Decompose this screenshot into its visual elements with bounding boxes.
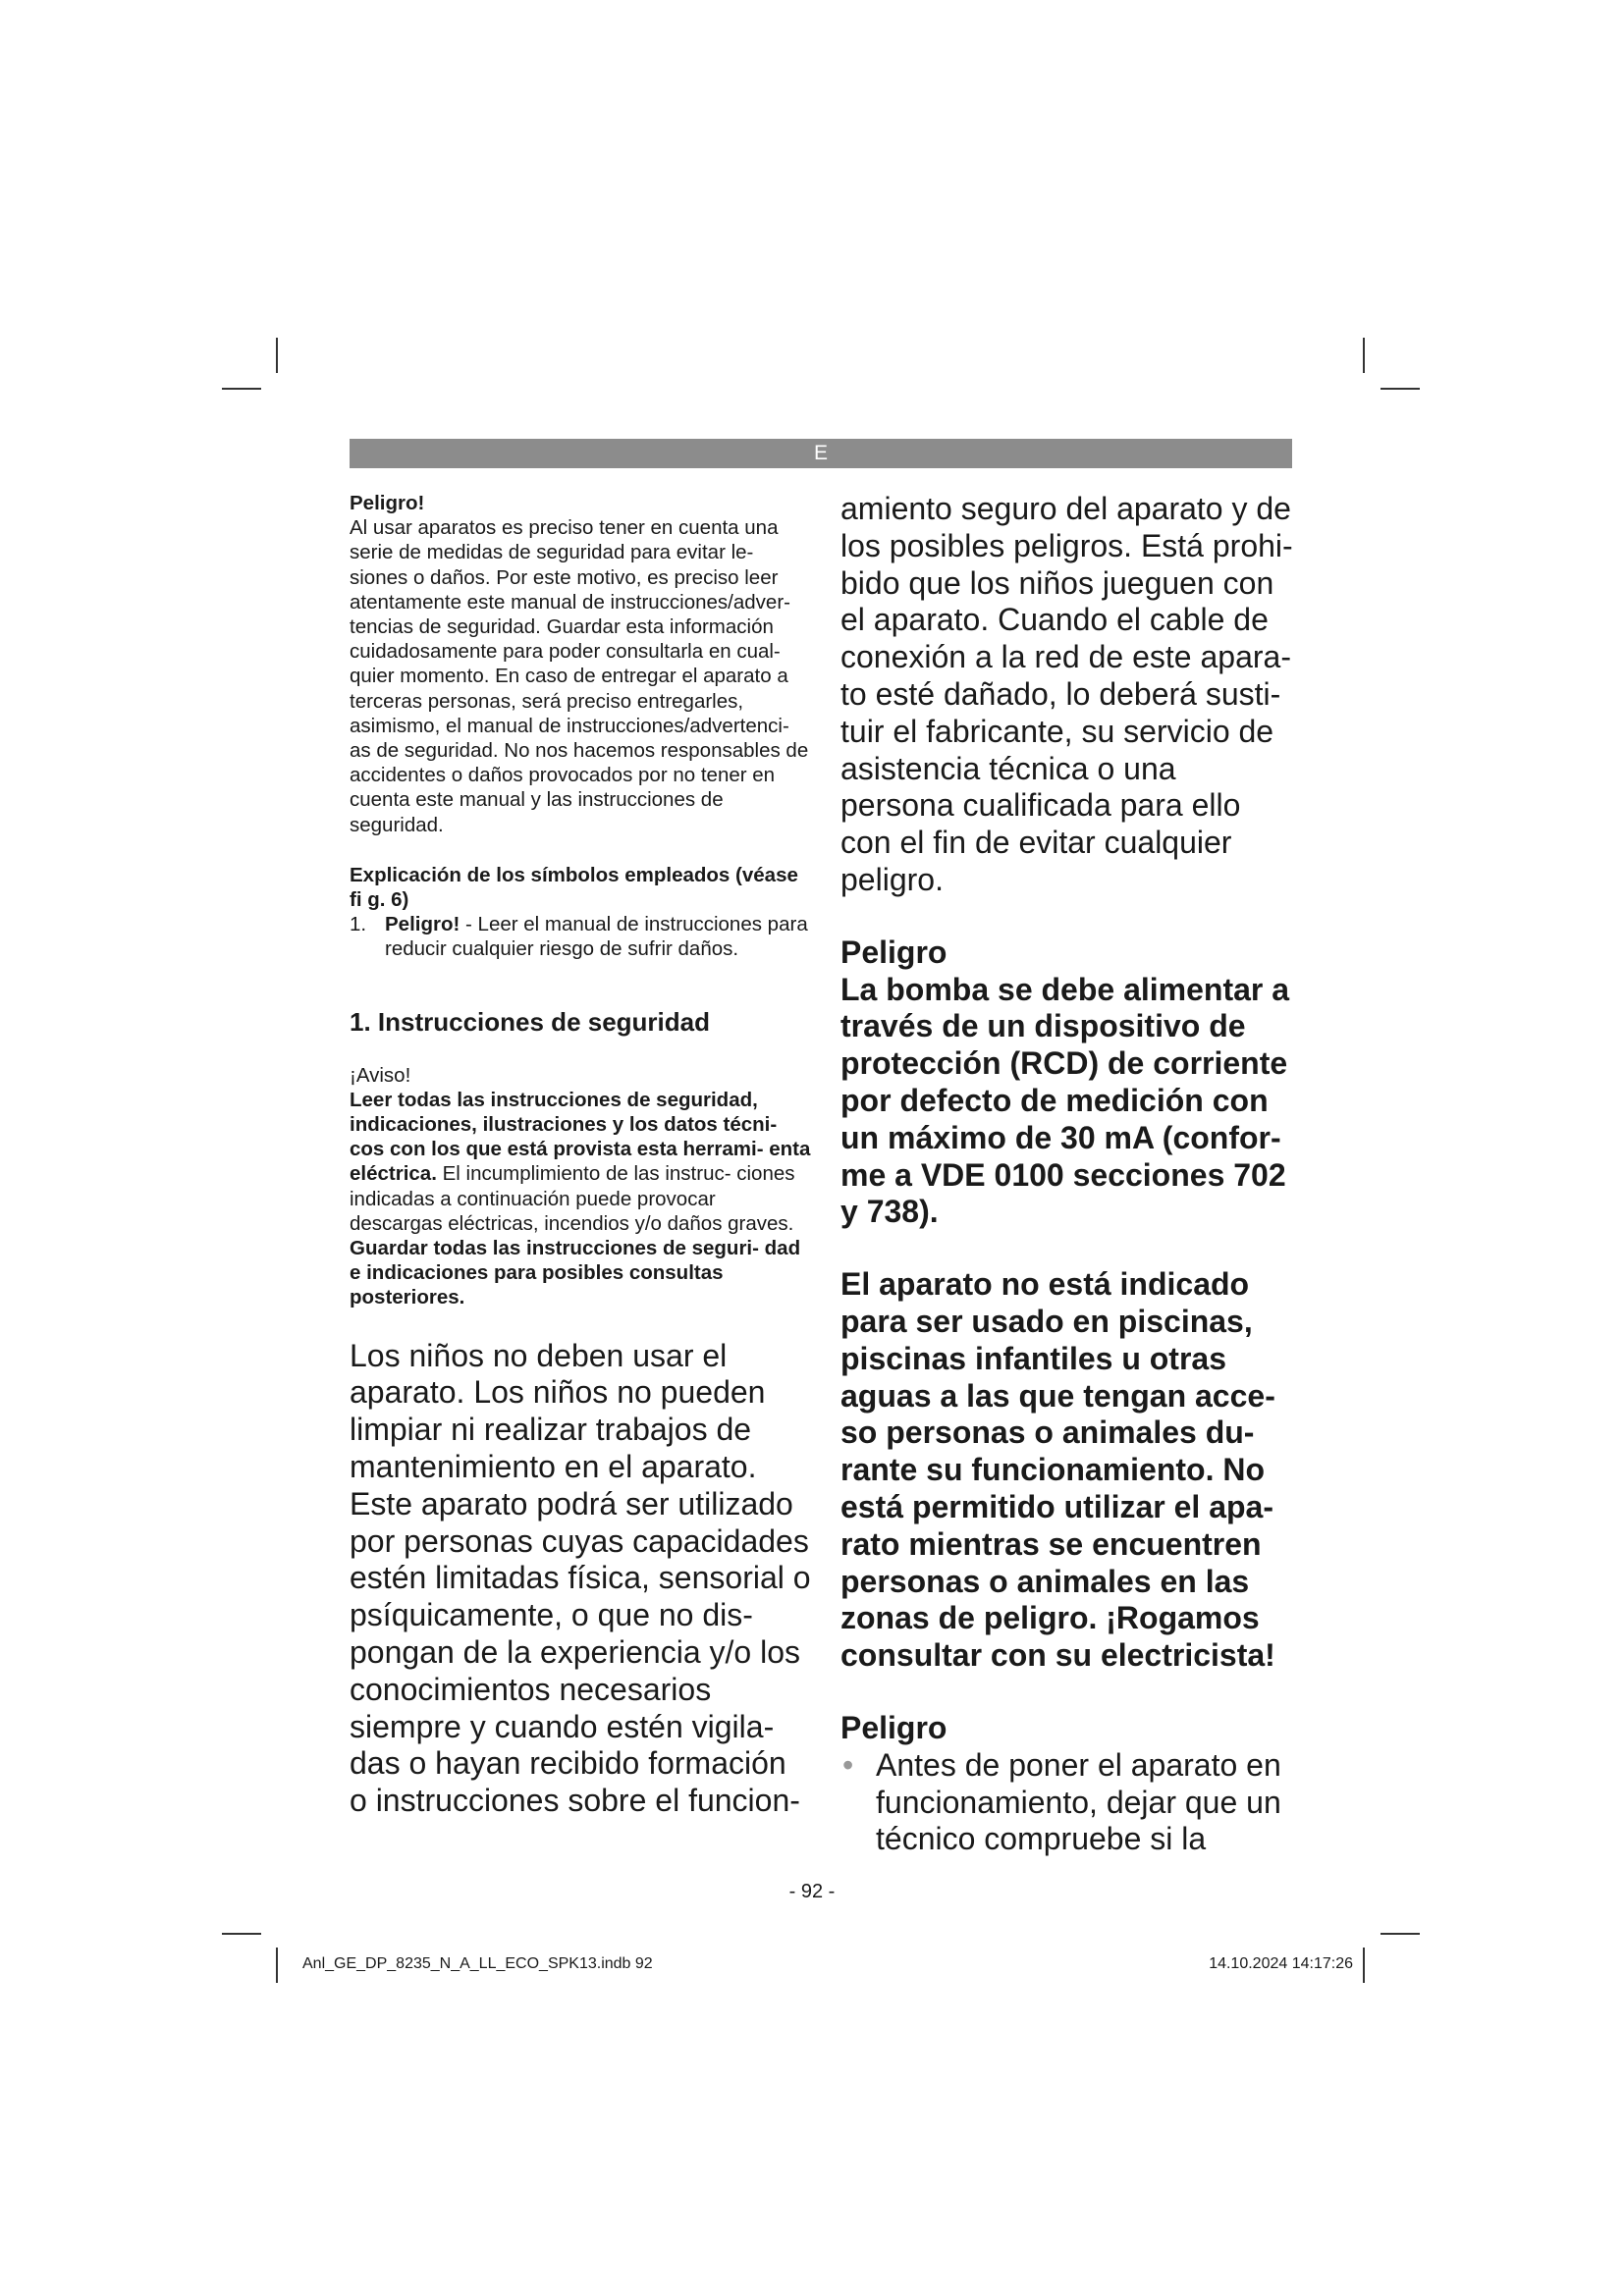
aviso-regular: El incumplimiento de las instruc- ciones indicadas a continuación puede provocar descargas eléctricas, incendios y/o daños graves. xyxy=(350,1162,795,1235)
language-code: E xyxy=(813,442,828,464)
children-text: Los niños no deben usar el aparato. Los niños no pueden limpiar ni realizar trabajos de mantenimiento en el aparato. Este aparato podrá ser utilizado por personas cuyas capacidades estén limitadas física, sensorial o psíquicamente, o que no dis- pongan de la experiencia y/o los conocimientos necesarios siempre y cuando estén vigila- das o hayan recibido formación o instrucciones sobre el funcion- xyxy=(350,1337,811,1819)
crop-mark xyxy=(1363,338,1365,373)
crop-mark xyxy=(222,1933,261,1935)
crop-mark xyxy=(1363,1948,1365,1983)
symbols-list-item xyxy=(350,912,811,961)
aviso-bold-1: Leer todas las instrucciones de seguridad, indicaciones, ilustraciones y los datos técni- cos con los que está provista esta herrami- enta eléctrica. xyxy=(350,1088,811,1186)
peligro-2-bullet-text: Antes de poner el aparato en funcionamiento, dejar que un técnico compruebe si la xyxy=(876,1746,1281,1857)
list-number: 1. xyxy=(350,913,367,936)
bullet-icon: • xyxy=(842,1746,854,1783)
aviso-bold-2: Guardar todas las instrucciones de seguri- dad e indicaciones para posibles consultas posteriores. xyxy=(350,1237,801,1309)
peligro-1-title: Peligro xyxy=(840,934,947,970)
left-column xyxy=(350,491,811,1820)
peligro-title: Peligro! xyxy=(350,492,425,514)
page-number: - 92 - xyxy=(788,1881,836,1902)
footer-timestamp: 14.10.2024 14:17:26 xyxy=(1209,1955,1353,1972)
symbols-item-bold: Peligro! xyxy=(385,913,460,936)
list-item xyxy=(840,1747,1294,1858)
section-title: 1. Instrucciones de seguridad xyxy=(350,1006,710,1037)
crop-mark xyxy=(1380,1933,1420,1935)
crop-mark xyxy=(276,338,278,373)
pool-warning: El aparato no está indicado para ser usado en piscinas, piscinas infantiles u otras aguas a las que tengan acce- so personas o animales du- rante su funcionamiento. No está permitido utilizar el apa- rato mientras se encuentren personas o animales en las zonas de peligro. ¡Rogamos consultar con su electricista! xyxy=(840,1266,1275,1674)
peligro-body: Al usar aparatos es preciso tener en cuenta una serie de medidas de seguridad para evitar le- siones o daños. Por este motivo, es preciso leer atentamente este manual de instrucciones/adver- tencias de seguridad. Guardar esta información cuidadosamente para poder consultarla en cual- quier momento. En caso de entregar el aparato a terceras personas, será preciso entregarles, asimismo, el manual de instrucciones/advertenci- as de seguridad. No nos hacemos responsables de accidentes o daños provocados por no tener en cuenta este manual y las instrucciones de seguridad. xyxy=(350,516,809,836)
continuation-text: amiento seguro del aparato y de los posibles peligros. Está prohi- bido que los niños jueguen con el aparato. Cuando el cable de conexión a la red de este apara- to esté dañado, lo deberá susti- tuir el fabricante, su servicio de asistencia técnica o una persona cualificada para ello con el fin de evitar cualquier peligro. xyxy=(840,491,1293,897)
right-column xyxy=(840,491,1294,1858)
peligro-2-title: Peligro xyxy=(840,1709,947,1745)
aviso-title: ¡Aviso! xyxy=(350,1063,411,1087)
symbols-item-text: - Leer el manual de instrucciones para reducir cualquier riesgo de sufrir daños. xyxy=(385,913,808,961)
crop-mark xyxy=(222,388,261,390)
footer-file-name: Anl_GE_DP_8235_N_A_LL_ECO_SPK13.indb 92 xyxy=(302,1955,653,1972)
peligro-1-body: La bomba se debe alimentar a través de un dispositivo de protección (RCD) de corriente por defecto de medición con un máximo de 30 mA (confor- me a VDE 0100 secciones 702 y 738). xyxy=(840,971,1290,1230)
aviso-body xyxy=(350,1088,811,1310)
crop-mark xyxy=(276,1948,278,1983)
language-header-bar xyxy=(350,439,1292,468)
symbols-title: Explicación de los símbolos empleados (véase fi g. 6) xyxy=(350,863,798,912)
crop-mark xyxy=(1380,388,1420,390)
